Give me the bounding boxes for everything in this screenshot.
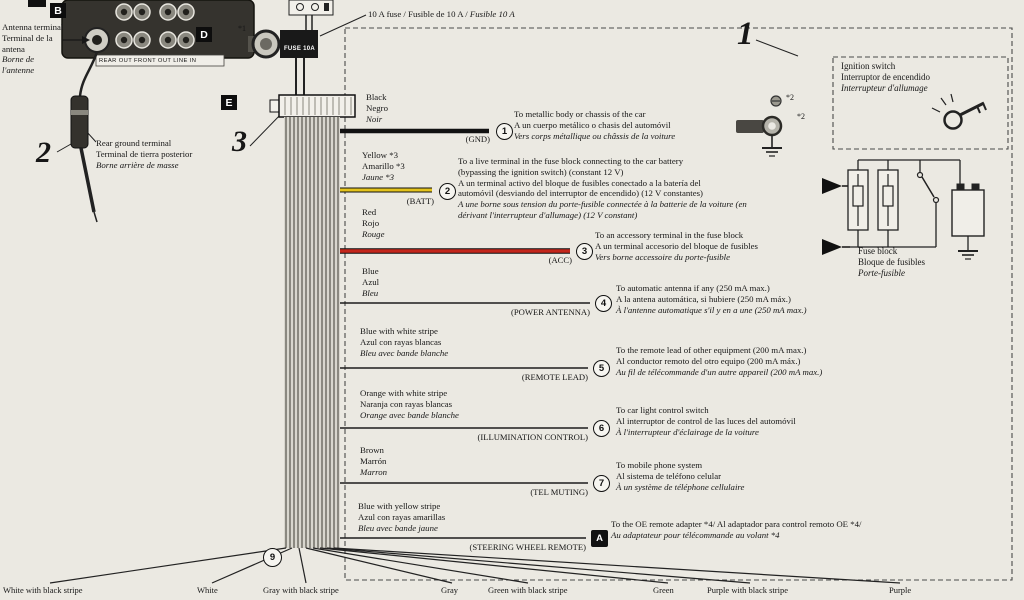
wire-terminal-label: (REMOTE LEAD) [521,372,588,382]
speaker-wire-fan [50,548,900,583]
wire-color-label: Red Rojo Rouge [362,207,385,239]
wire-description: To a live terminal in the fuse block connecting to the car battery (bypassing the ignition switch) (constant 12 V) A un terminal activo del bloque de fusibles conectado a la batería del automóvil (desviando del interruptor de encendido) (12 V constantes) A une borne sous tension du porte-fusible connectée à la batterie de la voiture (en dérivant l'interrupteur d'allumage) (12 V constant) [458,156,747,220]
wire-terminal-label: (ACC) [548,255,572,265]
callout-circle-3: 3 [576,243,593,260]
rear-ground-terminal-label: Rear ground terminal Terminal de tierra posterior Borne arrière de masse [96,138,193,170]
footnote-star2-a: *2 [786,93,794,102]
wire-description: To an accessory terminal in the fuse block A un terminal accesorio del bloque de fusibles Vers borne accessoire du porte-fusible [595,230,758,262]
fuse-note: 10 A fuse / Fusible de 10 A / Fusible 10 A [368,9,515,19]
fuse-block-label: Fuse block Bloque de fusibles Porte-fusible [858,246,925,278]
callout-circle-1: 1 [496,123,513,140]
antenna-plug-icon [71,52,97,222]
callout-number-3: 3 [232,125,247,158]
bottom-wire-label: Purple with black stripe [707,585,788,595]
wire-description: To metallic body or chassis of the car A un cuerpo metálico o chasis del automóvil Vers corps métallique ou châssis de la voiture [514,109,676,141]
wire-terminal-label: (ILLUMINATION CONTROL) [477,432,588,442]
wire-color-label: Blue with yellow stripe Azul con rayas amarillas Bleu avec bande jaune [358,501,446,533]
wire-bundle [284,117,340,548]
callout-box-a: A [591,530,608,547]
wire-color-label: Orange with white stripe Naranja con rayas blancas Orange avec bande blanche [360,388,459,420]
antenna-terminal-label: Antenna terminal Terminal de la antena Borne de l'antenne [2,22,64,76]
callout-circle-7: 7 [593,475,610,492]
wire-color-label: Yellow *3 Amarillo *3 Jaune *3 [362,150,405,182]
fuse-block-schematic [848,160,984,259]
connector-marker-b: B [50,3,66,18]
callout-circle-2: 2 [439,183,456,200]
callout-number-2: 2 [36,136,51,169]
wire-description: To car light control switch Al interruptor de control de las luces del automóvil À l'interrupteur d'éclairage de la voiture [616,405,796,437]
fuse-label: FUSE 10A [283,46,316,52]
key-icon [932,94,986,129]
wire-color-label: Blue Azul Bleu [362,266,380,298]
footnote-star2-b: *2 [797,112,805,121]
wire-description: To mobile phone system Al sistema de teléfono celular À un système de téléphone cellulaire [616,460,745,492]
wire-terminal-label: (TEL MUTING) [530,487,588,497]
wire-description: To the OE remote adapter *4/ Al adaptador para control remoto OE *4/ Au adaptateur pour télécommande au volant *4 [611,519,862,540]
ignition-switch-label: Ignition switch Interruptor de encendido Interrupteur d'allumage [841,61,930,93]
harness-connector [270,95,355,117]
callout-circle-6: 6 [593,420,610,437]
bottom-wire-label: Green [653,585,674,595]
connector-marker-d: D [196,27,212,42]
panel-jack-row-labels: REAR OUT FRONT OUT LINE IN [99,58,197,64]
wire-terminal-label: (POWER ANTENNA) [510,307,590,317]
callout-circle-9: 9 [263,548,282,567]
bottom-wire-label: White with black stripe [3,585,83,595]
bottom-wire-label: Gray [441,585,458,595]
connector-marker-e: E [221,95,237,110]
wire-terminal-label: (BATT) [406,196,434,206]
bottom-wire-label: Gray with black stripe [263,585,339,595]
callout-circle-5: 5 [593,360,610,377]
wire-color-label: Black Negro Noir [366,92,388,124]
bottom-wire-label: Green with black stripe [488,585,568,595]
bottom-wire-label: White [197,585,218,595]
wire-terminal-label: (GND) [465,134,490,144]
wire-color-label: Brown Marrón Marron [360,445,388,477]
wire-terminal-label: (STEERING WHEEL REMOTE) [469,542,586,552]
callout-number-1: 1 [737,16,754,52]
ground-terminal-icon [736,96,782,156]
wire-color-label: Blue with white stripe Azul con rayas blancas Bleu avec bande blanche [360,326,449,358]
wire-description: To automatic antenna if any (250 mA max.) A la antena automática, si hubiere (250 mA máx.) À l'antenne automatique s'il y en a une (250 mA max.) [616,283,807,315]
callout-circle-4: 4 [595,295,612,312]
wire-description: To the remote lead of other equipment (200 mA max.) Al conductor remoto del otro equipo (200 mA máx.) Au fil de télécommande d'un autre appareil (200 mA max.) [616,345,823,377]
footnote-star1: *1 [238,24,246,33]
bottom-wire-label: Purple [889,585,912,595]
